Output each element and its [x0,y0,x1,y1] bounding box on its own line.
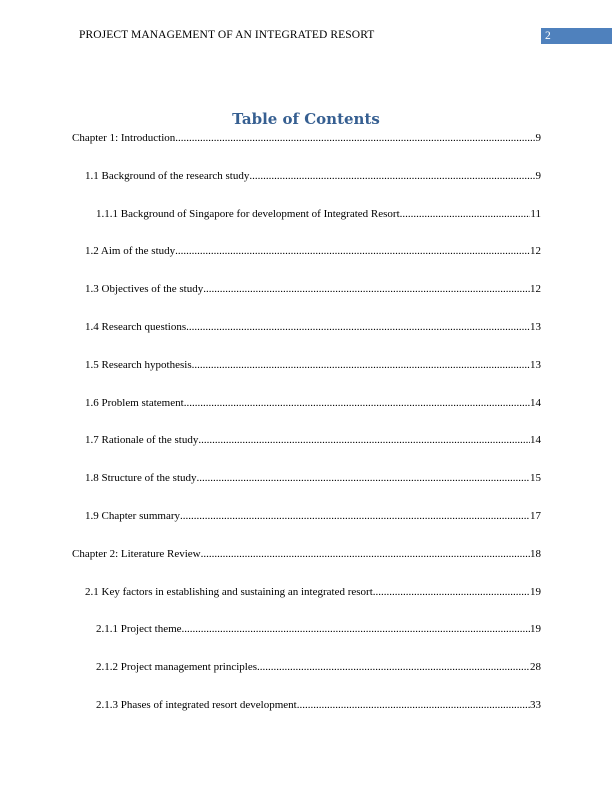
toc-entry-label: 1.6 Problem statement [85,396,184,409]
toc-entry-label: 1.7 Rationale of the study [85,434,199,447]
toc-dot-leader [180,506,530,526]
toc-entry-label: 1.1.1 Background of Singapore for development of Integrated Resort [96,207,400,220]
toc-entry-label: 1.9 Chapter summary [85,509,181,522]
toc-entry[interactable] [72,582,541,620]
toc-entry[interactable] [72,317,541,355]
toc-dot-leader [203,279,530,299]
toc-list [72,128,541,733]
toc-entry[interactable] [72,355,541,393]
toc-dot-leader [249,166,535,186]
toc-dot-leader [184,393,530,413]
toc-entry-page: 9 [535,132,541,144]
toc-entry-label: 1.4 Research questions [85,320,187,333]
toc-dot-leader [175,241,530,261]
toc-entry-label: Chapter 1: Introduction [72,132,176,144]
toc-dot-leader [175,128,535,148]
toc-entry[interactable] [72,128,541,166]
toc-dot-leader [400,204,531,224]
toc-entry-page: 12 [530,245,541,258]
toc-entry-page: 33 [530,698,541,711]
toc-entry[interactable] [72,166,541,204]
toc-entry-page: 14 [530,434,541,447]
toc-entry-label: 1.5 Research hypothesis [85,358,192,371]
toc-entry-label: 2.1.1 Project theme [96,623,182,636]
toc-entry-page: 12 [530,283,541,296]
toc-dot-leader [198,430,530,450]
toc-entry-label: 2.1.2 Project management principles [96,661,257,674]
page-number: 2 [545,30,551,42]
toc-dot-leader [201,544,530,564]
toc-entry-page: 15 [530,472,541,485]
toc-heading: Table of Contents [232,110,380,128]
toc-dot-leader [297,695,530,715]
toc-entry-page: 18 [530,547,541,560]
toc-entry[interactable] [72,393,541,431]
toc-entry[interactable] [72,657,541,695]
page-number-badge [541,28,612,44]
toc-dot-leader [186,317,530,337]
toc-entry[interactable] [72,695,541,733]
toc-entry[interactable] [72,619,541,657]
toc-entry-page: 19 [530,623,541,636]
toc-dot-leader [373,582,530,602]
toc-entry-page: 11 [530,207,541,220]
toc-entry-label: 2.1.3 Phases of integrated resort development [96,698,297,711]
toc-dot-leader [257,657,530,677]
toc-entry[interactable] [72,544,541,582]
toc-entry-page: 13 [530,358,541,371]
toc-entry-label: 1.2 Aim of the study [85,245,176,258]
toc-entry-label: 1.3 Objectives of the study [85,283,204,296]
running-header-title: PROJECT MANAGEMENT OF AN INTEGRATED RESORT [79,29,375,41]
toc-dot-leader [197,468,530,488]
toc-entry-label: 1.8 Structure of the study [85,472,197,485]
toc-entry-page: 17 [530,509,541,522]
toc-entry[interactable] [72,241,541,279]
toc-entry-page: 19 [530,585,541,598]
toc-entry[interactable] [72,279,541,317]
toc-entry-label: Chapter 2: Literature Review [72,547,201,560]
toc-entry-label: 1.1 Background of the research study [85,169,250,182]
toc-entry-label: 2.1 Key factors in establishing and sustaining an integrated resort [85,585,373,598]
toc-entry[interactable] [72,506,541,544]
toc-dot-leader [182,619,530,639]
toc-entry-page: 28 [530,661,541,674]
toc-dot-leader [192,355,530,375]
toc-entry[interactable] [72,468,541,506]
toc-entry[interactable] [72,204,541,242]
toc-entry-page: 9 [535,169,541,182]
toc-entry-page: 14 [530,396,541,409]
toc-entry[interactable] [72,430,541,468]
toc-entry-page: 13 [530,320,541,333]
